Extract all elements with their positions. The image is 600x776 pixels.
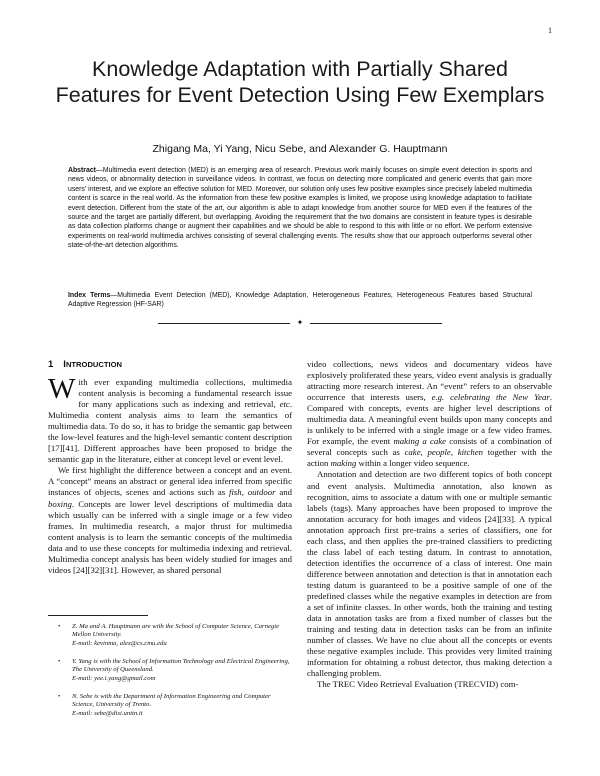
intro-paragraph-2 <box>48 465 292 575</box>
footnote-text: Y. Yang is with the School of Information Technology and Electrical Engineering, The University of Queensland. <box>72 658 290 674</box>
intro-paragraph-4: Annotation and detection are two different topics of both concept and event analysis. Multimedia annotation, also known as recognition, aims to associate a datum with one or multiple semantic labels (tags). Many approaches have been proposed to improve the annotation accuracy for both images and videos [24][33]. A typical annotation approach first pre-trains a series of classifiers, one for each class, and then applies the pre-trained classifiers to predicting the class label of each testing datum. In contrast to annotation, detection identifies the occurrence of a class of interest. One main difference between annotation and detection is that in annotation each testing datum is guaranteed to be a positive sample of one of the predefined classes while the negative examples in detection are from a set of infinite classes. In other words, both the training and testing data in annotation tasks are from a fixed number of classes but the training and testing data in detection tasks can be from an infinite number of classes. We have no clue about all the concepts or events these negative examples include. This provides very limited training information for obtaining a robust detector, thus making detection a challenging problem. <box>307 469 552 679</box>
intro-p3-cake-event: making a cake <box>393 436 447 447</box>
intro-p2-and: and <box>275 487 293 498</box>
intro-p2-text-b: . Concepts are lower level descriptions of multimedia data which usually can be inferred with a single image or a few video frames. In multimedia research, a major thrust for multimedia content analysis is to learn the semantic concepts of the multimedia data and to use these concepts for multimedia indexing and retrieval. Multimedia concept analysis has been widely studied for images and videos [24][32][31]. However, as shared personal <box>48 498 292 575</box>
intro-p3-making: making <box>330 458 357 469</box>
divider-diamond-icon: ✦ <box>296 318 304 327</box>
intro-p3-comma2: , <box>450 447 458 458</box>
footnote-email: E-mail: sebe@disi.unitn.it <box>72 709 143 717</box>
footnote-3 <box>48 693 292 718</box>
footnote-email: E-mail: kevinma, alex@cs.cmu.edu <box>72 639 167 647</box>
intro-p2-fish: fish <box>229 487 242 498</box>
abstract <box>68 166 532 251</box>
divider-line-left <box>158 323 290 324</box>
footnote-email: E-mail: yee.i.yang@gmail.com <box>72 674 156 682</box>
intro-p3-example: e.g. celebrating the New Year <box>431 392 550 403</box>
footnote-bullet: • <box>58 658 61 665</box>
intro-p3-text-e: within a longer video sequence. <box>356 458 470 469</box>
left-column <box>48 359 292 576</box>
section-heading <box>48 359 292 371</box>
paper-title: Knowledge Adaptation with Partially Shared Features for Event Detection Using Few Exemplars <box>55 57 545 107</box>
intro-p1-text-b: . Multimedia content analysis aims to learn the semantics of multimedia data. To do so, it has to bridge the semantic gap between the low-level features and the high-level semantic content description [17][41]. Different approaches have been proposed to bridge the semantic gap in the literature, either at concept level or event level. <box>48 399 292 465</box>
page-number: 1 <box>548 26 552 35</box>
intro-p2-text-a: We first highlight the difference between a concept and an event. A “concept” means an abstract or general idea inferred from specific instances of objects, scenes and actions such as <box>48 465 292 498</box>
intro-p3-text-a: video collections, news videos and documentary videos have explosively proliferated these years, video event analysis is gradually attracting more research interest. An “event” refers to an observable occurrence that interests users, <box>307 359 552 403</box>
intro-p2-boxing: boxing <box>48 498 72 509</box>
section-title-initial: I <box>63 359 66 370</box>
intro-paragraph-3 <box>307 359 552 469</box>
drop-cap: W <box>48 373 76 405</box>
intro-p3-text-c: consists of a combination of several concepts such as <box>307 436 552 458</box>
intro-p1-text-a: ith ever expanding multimedia collections, multimedia content analysis is becoming a fundamental research issue for many applications such as indexing and retrieval, <box>78 377 292 410</box>
footnote-text: N. Sebe is with the Department of Information Engineering and Computer Science, University of Trento. <box>72 693 271 709</box>
section-number: 1 <box>48 359 54 370</box>
intro-p1-etc: etc <box>279 399 290 410</box>
footnote-text: Z. Ma and A. Hauptmann are with the School of Computer Science, Carnegie Mellon University. <box>72 623 280 639</box>
intro-p3-kitchen: kitchen <box>457 447 483 458</box>
intro-p3-text-d: together with the action <box>307 447 553 469</box>
index-terms <box>68 291 532 310</box>
footnote-bullet: • <box>58 623 61 630</box>
section-divider <box>158 318 442 328</box>
index-terms-label: Index Terms <box>68 292 111 299</box>
index-terms-text: —Multimedia Event Detection (MED), Knowledge Adaptation, Heterogeneous Features, Heterogeneous Features based Structural Adaptive Regression (HF-SAR) <box>68 292 532 309</box>
section-title-rest: NTRODUCTION <box>65 360 123 369</box>
intro-p3-comma1: , <box>420 447 428 458</box>
intro-paragraph-5: The TREC Video Retrieval Evaluation (TRECVID) com- <box>317 679 519 690</box>
footnote-2 <box>48 658 292 683</box>
abstract-text: —Multimedia event detection (MED) is an emerging area of research. Previous work mainly focuses on simple event detection in sports and news videos, or abnormality detection in surveillance videos. In contrast, we focus on detecting more complicated and generic events that gain more users' interest, and we explore an effective solution for MED. Moreover, our solution only uses few positive examples since precisely labeled multimedia content is scarce in the real world. As the information from these few positive examples is limited, we propose using knowledge adaptation to facilitate event detection. Different from the state of the art, our algorithm is able to adapt knowledge from another source for MED even if the features of the source and the target are partially different, but overlapping. Avoiding the requirement that the two domains are consistent in feature types is desirable as data collection platforms change or augment their capabilities and we should be able to respond to this with little or no effort. We perform extensive experiments on real-world multimedia archives consisting of several challenging events. The results show that our approach outperforms several other state-of-the-art detection algorithms. <box>68 167 532 250</box>
abstract-label: Abstract <box>68 167 96 174</box>
footnote-rule <box>48 615 148 616</box>
intro-paragraph-1 <box>48 373 292 465</box>
intro-p3-text-b: . Compared with concepts, events are higher level descriptions of multimedia data. A meaningful event builds upon many concepts and is unlikely to be inferred with a single image or a few video frames. For example, the event <box>307 392 552 447</box>
author-list: Zhigang Ma, Yi Yang, Nicu Sebe, and Alexander G. Hauptmann <box>152 143 448 155</box>
intro-p2-comma: , <box>241 487 248 498</box>
intro-p3-people: people <box>427 447 451 458</box>
footnote-bullet: • <box>58 693 61 700</box>
intro-p2-outdoor: outdoor <box>247 487 276 498</box>
divider-line-right <box>310 323 442 324</box>
intro-p3-cake: cake <box>404 447 421 458</box>
footnote-1 <box>48 623 292 648</box>
right-column <box>307 359 552 690</box>
